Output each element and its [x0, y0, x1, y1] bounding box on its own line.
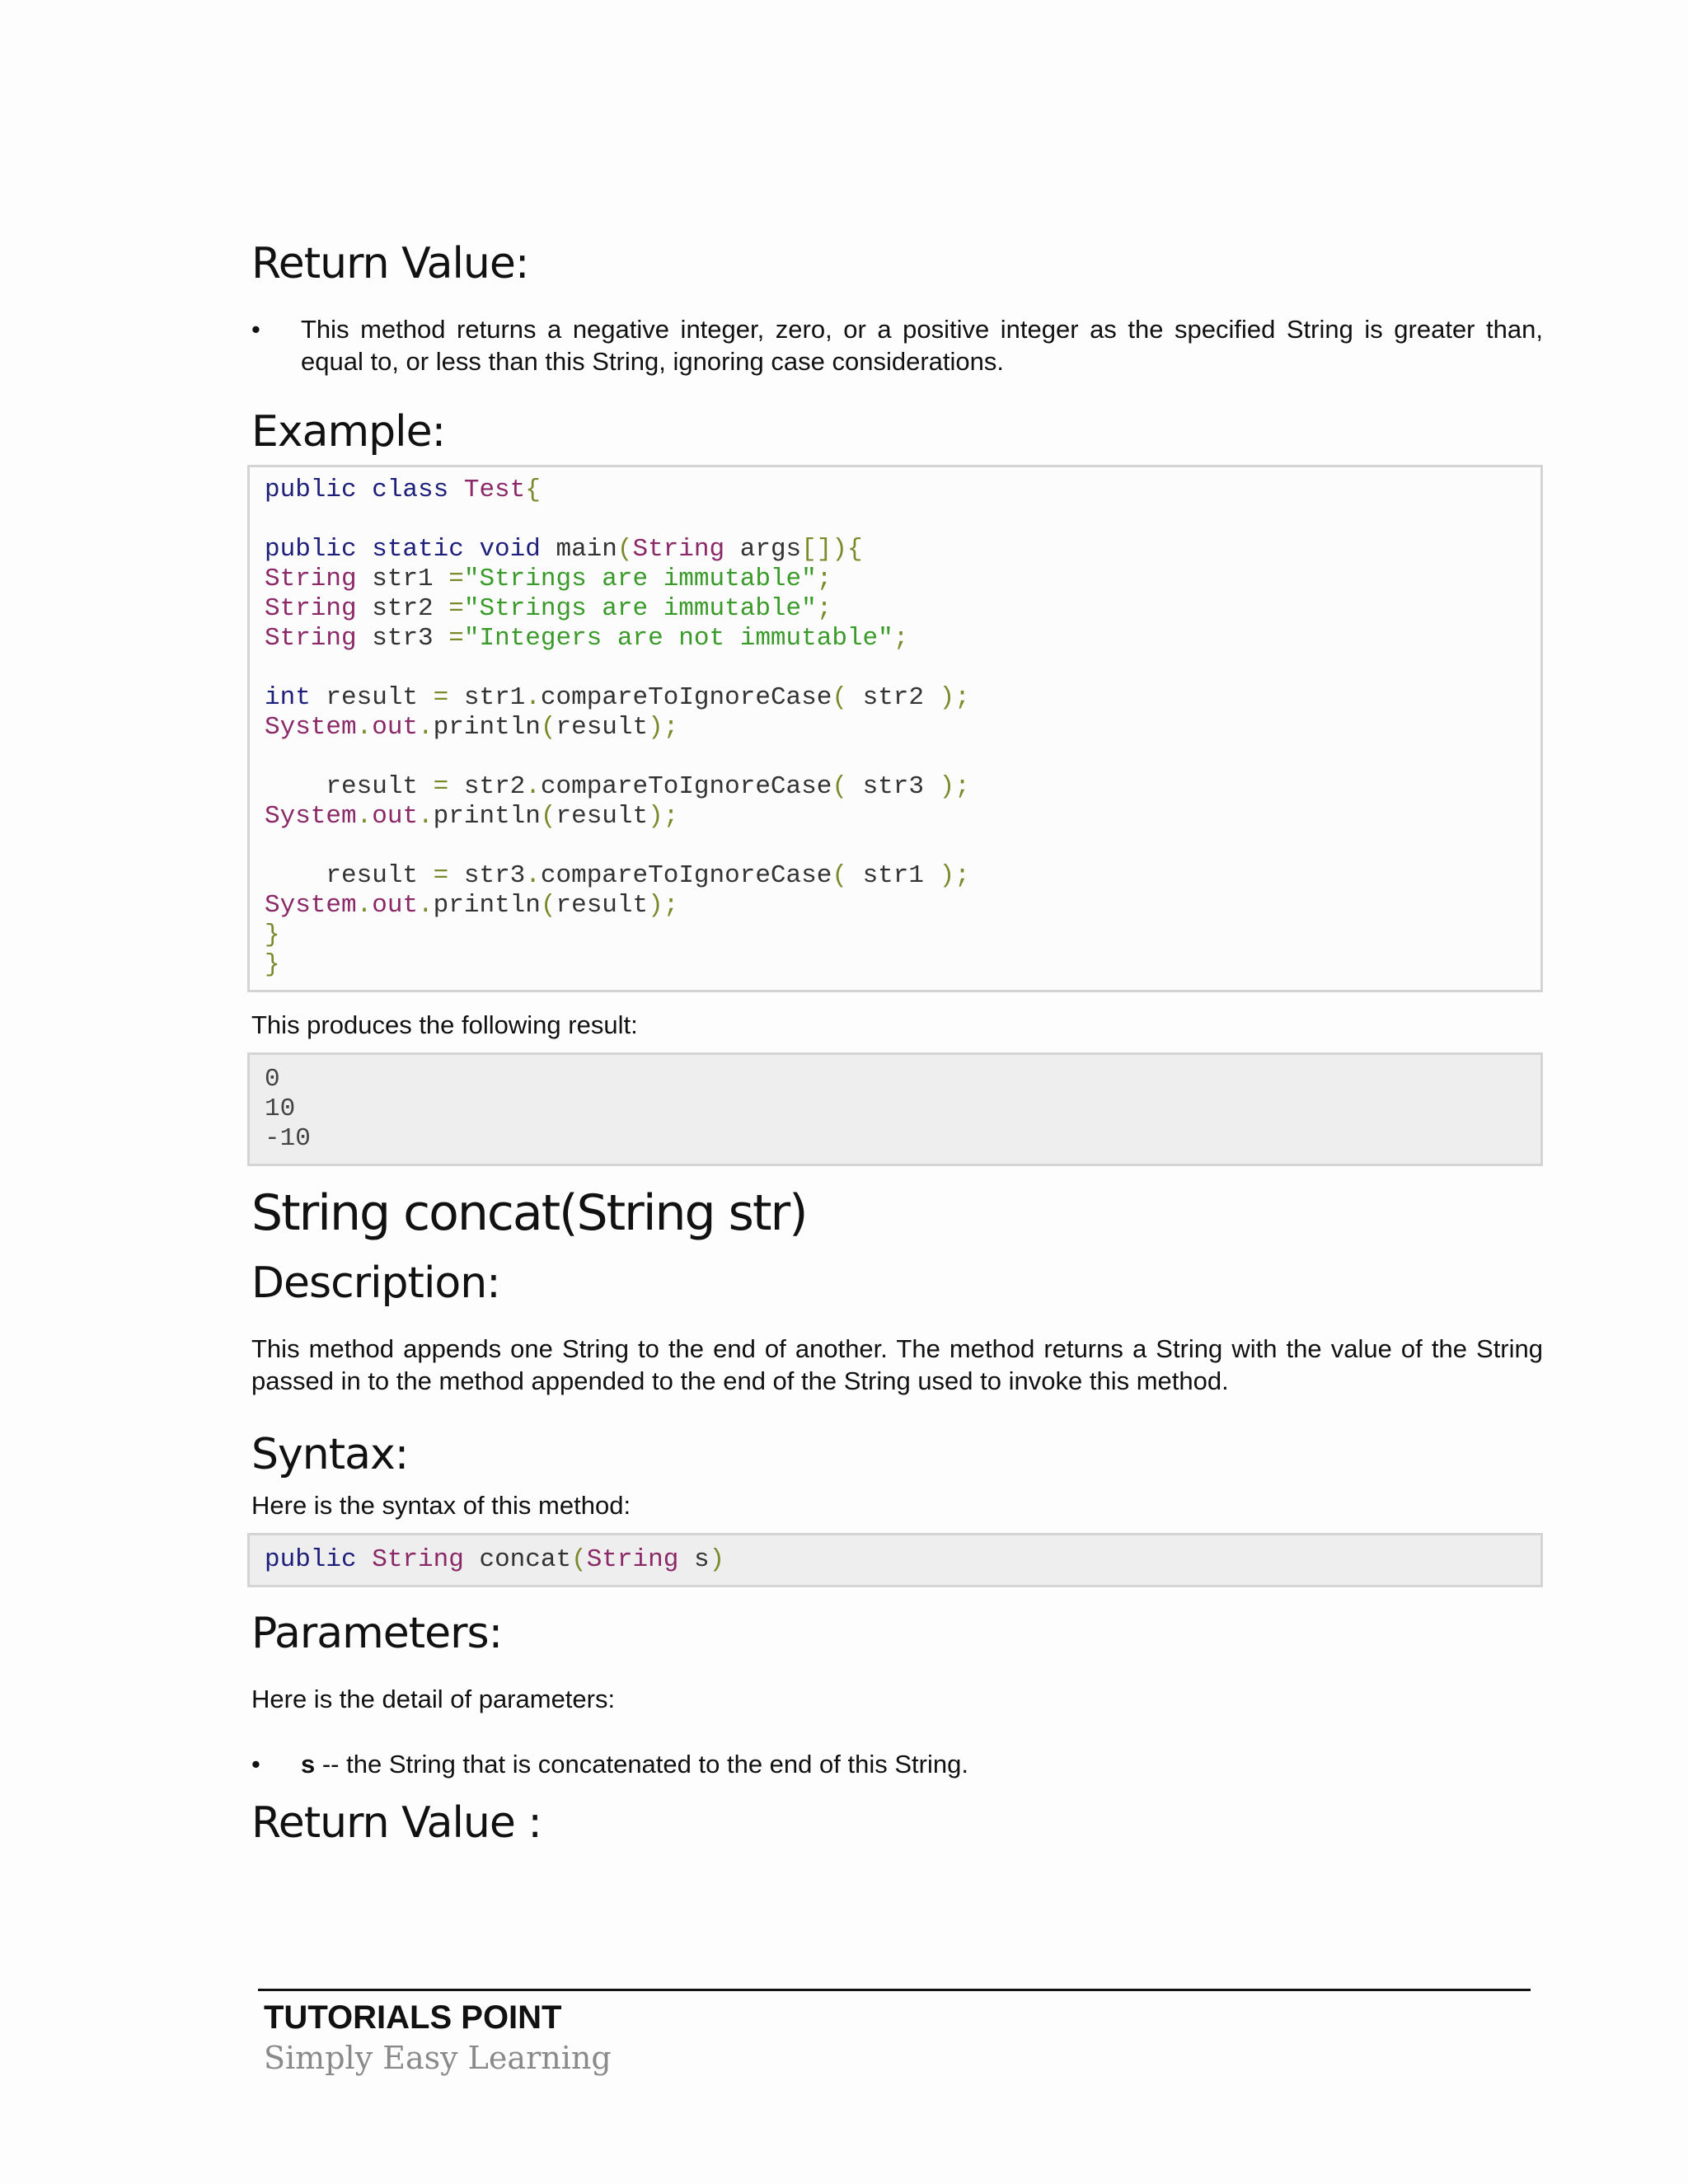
return-value-list: [251, 313, 1543, 377]
code-token: compareToIgnoreCase: [540, 861, 832, 890]
code-line: [265, 950, 1526, 980]
code-token: =: [433, 683, 464, 712]
code-token: concat: [479, 1545, 572, 1574]
code-token: String: [372, 1545, 480, 1574]
code-token: str3: [463, 861, 526, 890]
code-token: println: [433, 802, 541, 831]
code-token: public: [265, 1545, 373, 1574]
code-token: str3: [862, 772, 940, 801]
code-line: [265, 772, 1526, 802]
code-line: [265, 861, 1526, 891]
code-line: [265, 713, 1526, 743]
code-token: .: [418, 713, 434, 742]
code-token: System: [265, 891, 357, 920]
output-line: 10: [265, 1094, 296, 1123]
code-token: String: [586, 1545, 694, 1574]
param-description: -- the String that is concatenated to the end of this String.: [315, 1750, 968, 1779]
code-token: ): [709, 1545, 725, 1574]
syntax-heading: Syntax:: [251, 1430, 409, 1479]
code-token: System: [265, 713, 357, 742]
code-line: [265, 743, 1526, 772]
code-token: .: [525, 772, 541, 801]
code-line: [265, 921, 1526, 950]
code-token: }: [265, 950, 280, 979]
code-token: =: [433, 861, 464, 890]
code-line: [265, 802, 1526, 832]
code-token: );: [939, 683, 970, 712]
code-token: );: [939, 772, 970, 801]
code-line: [265, 683, 1526, 713]
code-token: result: [556, 802, 649, 831]
code-token: ;: [893, 624, 909, 653]
code-line: [265, 594, 1526, 624]
code-token: String: [265, 594, 373, 623]
output-line: 0: [265, 1065, 280, 1094]
parameters-intro-text: Here is the detail of parameters:: [251, 1685, 616, 1713]
syntax-intro-text: Here is the syntax of this method:: [251, 1491, 631, 1520]
return-value-heading: Return Value:: [251, 239, 529, 288]
code-token: );: [939, 861, 970, 890]
bullet-glyph: •: [251, 1750, 260, 1779]
code-token: (: [832, 861, 863, 890]
code-token: str2: [372, 594, 449, 623]
syntax-code-block: [247, 1533, 1543, 1587]
code-token: int: [265, 683, 326, 712]
code-line: [265, 565, 1526, 594]
code-token: =: [448, 565, 464, 593]
param-name: s: [301, 1750, 316, 1779]
code-token: out: [372, 891, 419, 920]
code-token: Test: [463, 476, 526, 504]
code-token: String: [265, 565, 373, 593]
code-token: println: [433, 891, 541, 920]
code-token: System: [265, 802, 357, 831]
code-token: }: [265, 921, 280, 949]
code-token: result: [556, 891, 649, 920]
code-token: "Strings are immutable": [463, 565, 817, 593]
code-token: println: [433, 713, 541, 742]
code-token: "Integers are not immutable": [463, 624, 893, 653]
code-token: (: [540, 802, 556, 831]
output-block: [247, 1052, 1543, 1166]
code-token: .: [356, 802, 373, 831]
code-token: str1: [372, 565, 449, 593]
code-token: []){: [801, 535, 863, 564]
code-token: .: [525, 861, 541, 890]
code-token: str1: [862, 861, 940, 890]
code-token: String: [265, 624, 373, 653]
code-token: result: [265, 772, 434, 801]
code-token: (: [617, 535, 633, 564]
code-token: ;: [816, 594, 832, 623]
code-token: out: [372, 802, 419, 831]
code-line: [265, 535, 1526, 565]
code-line: [265, 505, 1526, 535]
result-intro-text: This produces the following result:: [251, 1010, 638, 1039]
bullet-glyph: •: [251, 315, 260, 344]
code-token: (: [540, 891, 556, 920]
description-text: This method appends one String to the end of another. The method returns a String with the value of the String passed in to the method appended to the end of the String used to invoke this method.: [251, 1334, 1543, 1395]
footer-tagline: Simply Easy Learning: [264, 2040, 612, 2076]
code-token: (: [540, 713, 556, 742]
list-item: [251, 1748, 1543, 1780]
code-token: (: [832, 772, 863, 801]
code-token: str2: [862, 683, 940, 712]
code-line: [265, 891, 1526, 921]
code-token: =: [448, 594, 464, 623]
code-line: [265, 1545, 1526, 1575]
code-token: );: [648, 802, 679, 831]
code-token: ;: [816, 565, 832, 593]
footer-brand: TUTORIALS POINT: [264, 1999, 562, 2036]
code-token: .: [356, 891, 373, 920]
code-line: [265, 654, 1526, 683]
code-token: s: [693, 1545, 710, 1574]
parameters-list: [251, 1748, 1543, 1780]
code-line: [265, 832, 1526, 861]
code-line: [265, 476, 1526, 505]
parameters-heading: Parameters:: [251, 1609, 503, 1658]
code-token: .: [525, 683, 541, 712]
return-value-text: This method returns a negative integer, zero, or a positive integer as the specified String is greater than, equal to, or less than this String, ignoring case considerations.: [301, 315, 1543, 376]
code-token: str2: [463, 772, 526, 801]
code-token: String: [632, 535, 740, 564]
code-token: compareToIgnoreCase: [540, 772, 832, 801]
code-token: result: [265, 861, 434, 890]
document-page: [251, 239, 1543, 1848]
footer-divider: [258, 1989, 1531, 1991]
output-line: -10: [265, 1124, 311, 1153]
code-token: =: [433, 772, 464, 801]
code-token: .: [418, 891, 434, 920]
code-token: result: [556, 713, 649, 742]
code-token: .: [356, 713, 373, 742]
code-token: public static void: [265, 535, 556, 564]
code-token: str1: [463, 683, 526, 712]
list-item: [251, 313, 1543, 377]
code-token: out: [372, 713, 419, 742]
code-token: public class: [265, 476, 464, 504]
code-token: main: [556, 535, 617, 564]
code-token: );: [648, 891, 679, 920]
code-token: {: [525, 476, 541, 504]
code-token: );: [648, 713, 679, 742]
example-heading: Example:: [251, 407, 446, 457]
description-heading: Description:: [251, 1258, 500, 1308]
code-token: (: [571, 1545, 587, 1574]
code-token: str3: [372, 624, 449, 653]
code-token: compareToIgnoreCase: [540, 683, 832, 712]
code-token: result: [326, 683, 434, 712]
code-token: (: [832, 683, 863, 712]
code-token: args: [739, 535, 802, 564]
example-code-block: [247, 465, 1543, 992]
code-token: "Strings are immutable": [463, 594, 817, 623]
code-token: =: [448, 624, 464, 653]
code-line: [265, 624, 1526, 654]
return-value-heading-2: Return Value :: [251, 1798, 542, 1848]
code-token: .: [418, 802, 434, 831]
method-title: String concat(String str): [251, 1184, 807, 1242]
